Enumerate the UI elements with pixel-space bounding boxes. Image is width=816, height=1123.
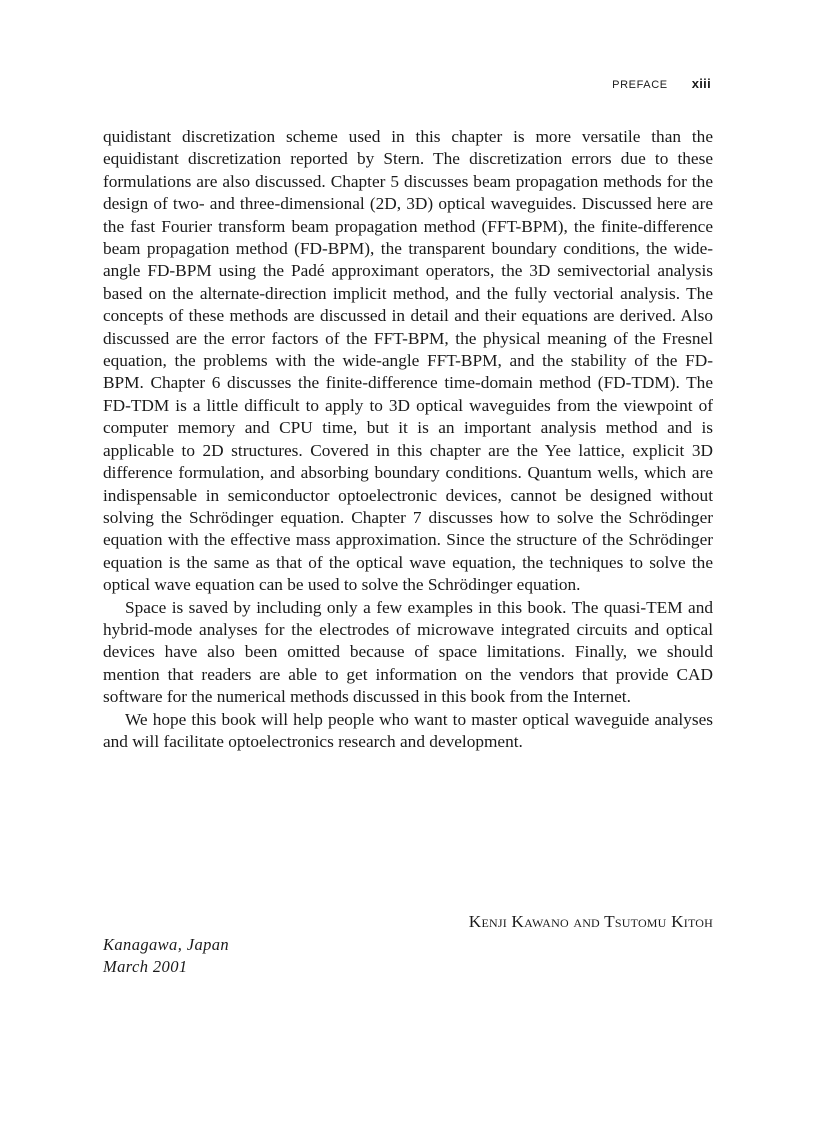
author-signature: Kenji Kawano and Tsutomu Kitoh [468,912,713,931]
paragraph-closing: We hope this book will help people who want to master optical waveguide analyses and will facilitate optoelectronics research and development. [103,709,713,751]
date: March 2001 [103,957,188,977]
page-number: xiii [691,76,711,91]
running-header [612,76,711,91]
paragraph-continuation: quidistant discretization scheme used in this chapter is more versatile than the equidistant discretization reported by Stern. The discretization errors due to these formulations are also discussed. Chapter 5 discusses beam propagation methods for the design of two- and three-dimensional (2D, 3D) optical waveguides. Discussed here are the fast Fourier transform beam propagation method (FFT-BPM), the finite-difference beam propagation method (FD-BPM), the transparent boundary conditions, the wide-angle FD-BPM using the Padé approximant operators, the 3D semivectorial analysis based on the alternate-direction implicit method, and the fully vectorial analysis. The concepts of these methods are discussed in detail and their equations are derived. Also discussed are the error factors of the FFT-BPM, the physical meaning of the Fresnel equation, the problems with the wide-angle FFT-BPM, and the stability of the FD-BPM. Chapter 6 discusses the finite-difference time-domain method (FD-TDM). The FD-TDM is a little difficult to apply to 3D optical waveguides from the viewpoint of computer memory and CPU time, but it is an important analysis method and is applicable to 2D structures. Covered in this chapter are the Yee lattice, explicit 3D difference formulation, and absorbing boundary conditions. Quantum wells, which are indispensable in semiconductor optoelectronic devices, cannot be designed without solving the Schrödinger equation. Chapter 7 discusses how to solve the Schrödinger equation with the effective mass approximation. Since the structure of the Schrödinger equation is the same as that of the optical wave equation, the techniques to solve the optical wave equation can be used to solve the Schrödinger equation. [103,127,713,595]
body-text [103,126,713,753]
paragraph-examples: Space is saved by including only a few examples in this book. The quasi-TEM and hybrid-mode analyses for the electrodes of microwave integrated circuits and optical devices have also been omitted because of space limitations. Finally, we should mention that readers are able to get information on the vendors that provide CAD software for the numerical methods discussed in this book from the Internet. [103,597,713,707]
place: Kanagawa, Japan [103,935,230,954]
place-and-date [103,934,229,979]
section-title: PREFACE [612,79,668,91]
